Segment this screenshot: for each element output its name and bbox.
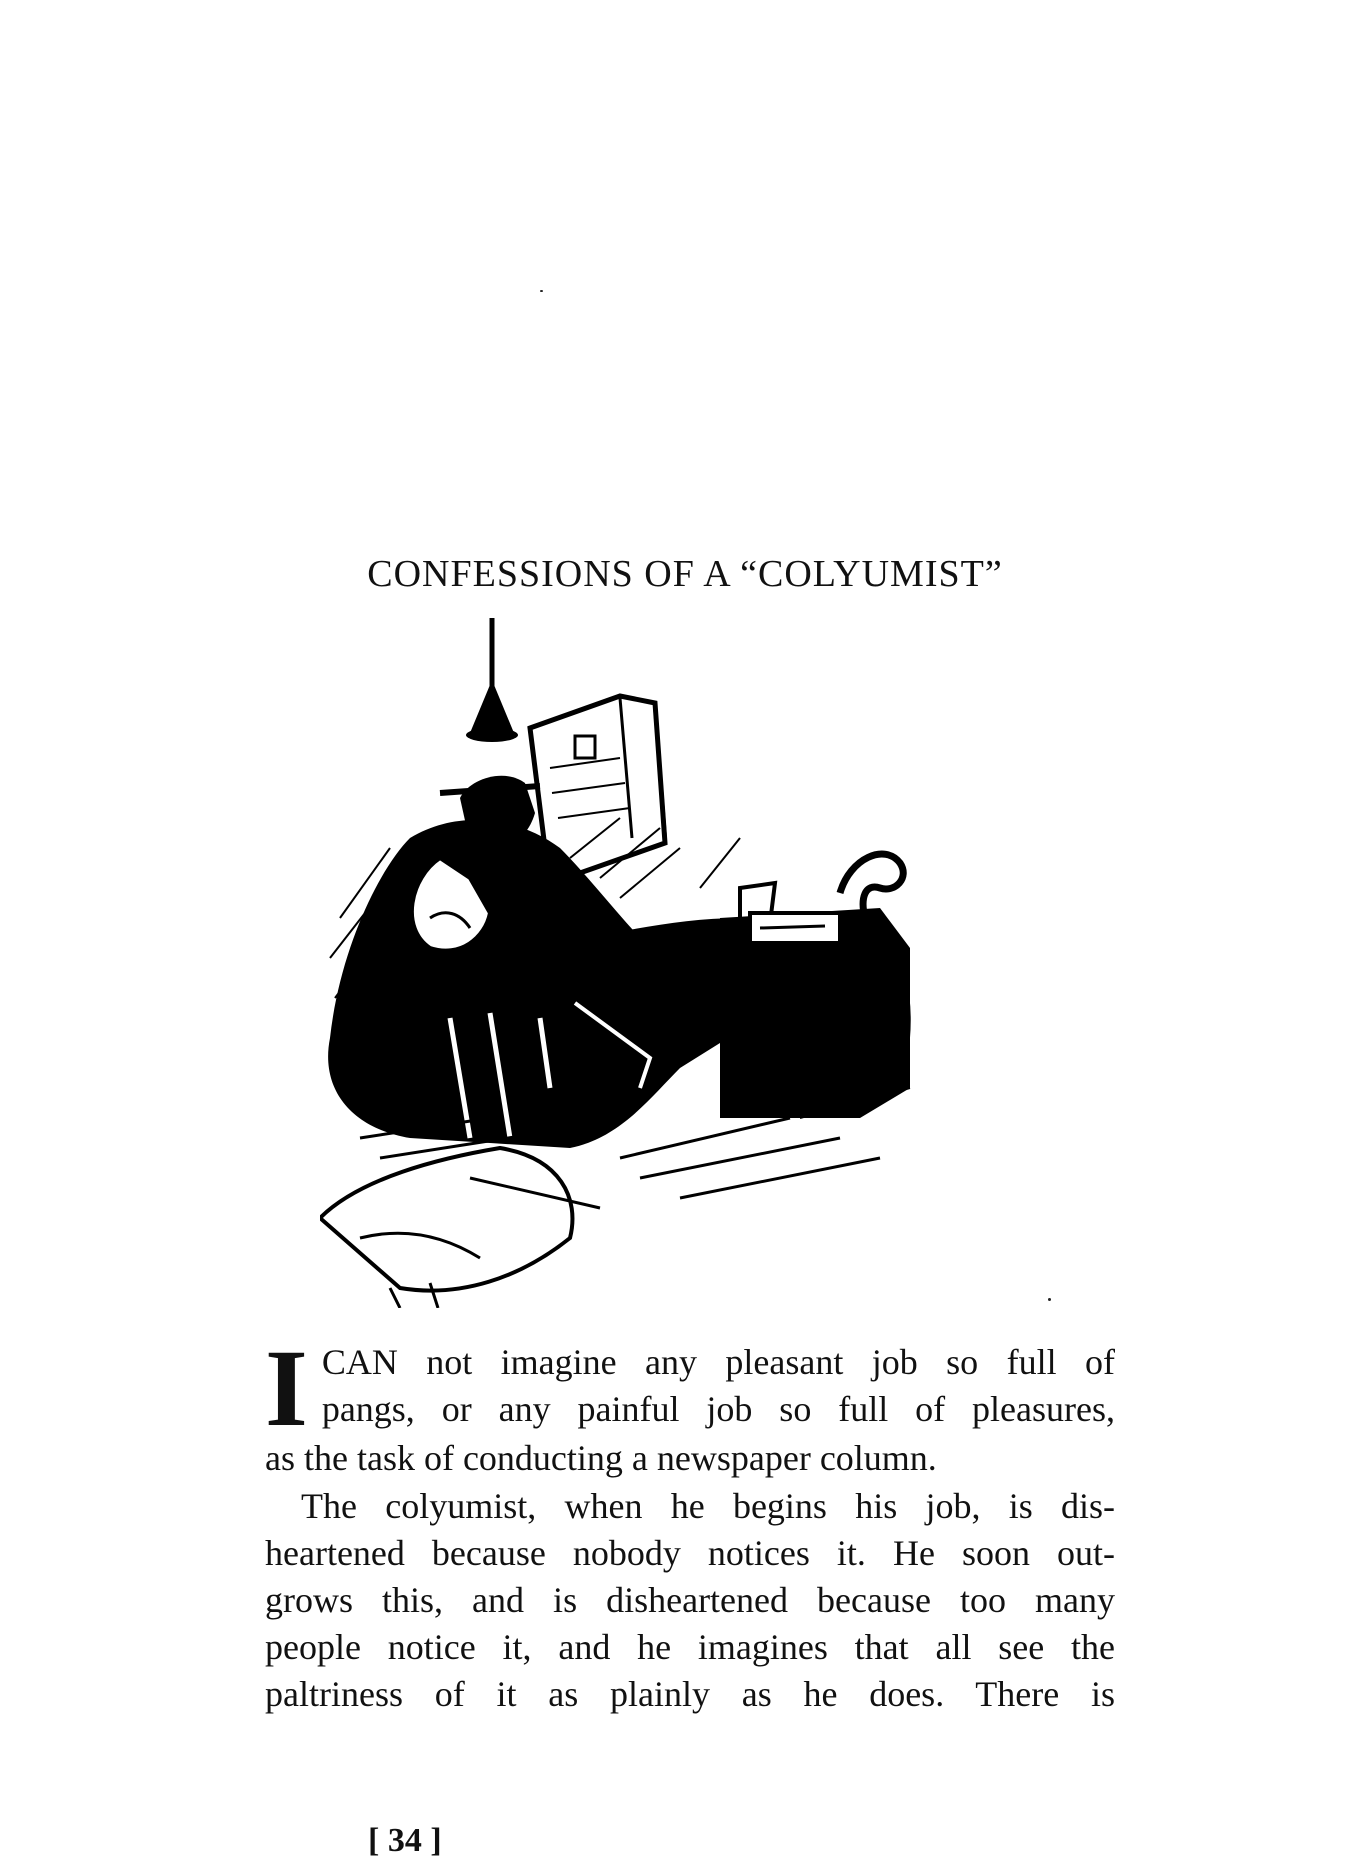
paragraph-line: heartened because nobody notices it. He soon out- — [265, 1533, 1115, 1573]
paragraph-line: The colyumist, when he begins his job, is dis- — [301, 1486, 1115, 1526]
paragraph-1 — [265, 1327, 1115, 1482]
man-reading-newspaper-at-desk-illustration — [320, 618, 1065, 1308]
print-speck — [540, 290, 543, 292]
paragraph-2 — [265, 1483, 1115, 1718]
paragraph-line: CAN not imagine any pleasant job so full of — [321, 1342, 1115, 1382]
page-title: CONFESSIONS OF A “COLYUMIST” — [367, 553, 1003, 595]
paragraph-line: grows this, and is disheartened because too many — [265, 1580, 1115, 1620]
page-number: [ 34 ] — [368, 1822, 442, 1859]
paragraph-line: people notice it, and he imagines that all see the — [265, 1627, 1115, 1667]
paragraph-line: pangs, or any painful job so full of pleasures, — [321, 1389, 1115, 1429]
paragraph-line: paltriness of it as plainly as he does. There is — [265, 1674, 1115, 1714]
drop-cap: I — [265, 1327, 308, 1449]
paragraph-line: as the task of conducting a newspaper column. — [265, 1438, 937, 1478]
